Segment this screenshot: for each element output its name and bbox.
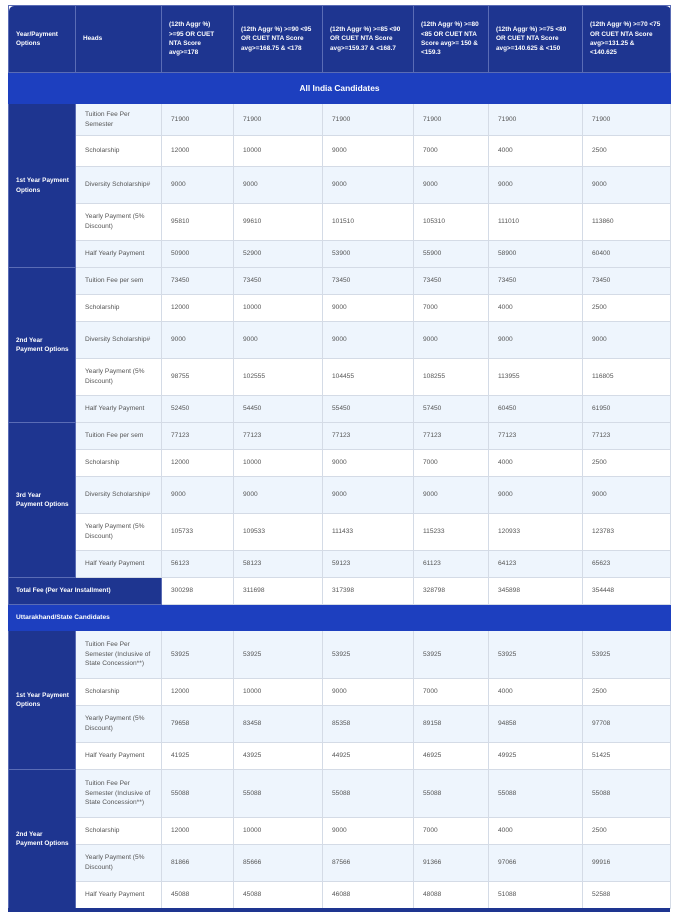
- fee-head-label: Scholarship: [76, 295, 162, 322]
- fee-value-cell: 104455: [323, 359, 414, 396]
- all-india-year-1-label: 1st Year Payment Options: [9, 104, 76, 268]
- fee-value-cell: 98755: [162, 359, 234, 396]
- fee-value-cell: 71900: [583, 104, 671, 136]
- total-fee-value: 311698: [234, 578, 323, 605]
- fee-value-cell: 9000: [162, 167, 234, 204]
- fee-value-cell: 4000: [489, 295, 583, 322]
- fee-value-cell: 115233: [414, 514, 489, 551]
- fee-head-label: Yearly Payment (5% Discount): [76, 204, 162, 241]
- fee-value-cell: 10000: [234, 450, 323, 477]
- fee-value-cell: 111433: [323, 514, 414, 551]
- all-india-section-header-title: All India Candidates: [9, 73, 671, 104]
- table-row: [9, 743, 671, 770]
- fee-value-cell: 61950: [583, 396, 671, 423]
- fee-value-cell: 9000: [414, 322, 489, 359]
- fee-value-cell: 55088: [162, 770, 234, 818]
- fee-value-cell: 55900: [414, 241, 489, 268]
- table-row: [9, 770, 671, 818]
- fee-value-cell: 54450: [234, 396, 323, 423]
- total-fee-value: 354448: [583, 578, 671, 605]
- fee-value-cell: 9000: [323, 477, 414, 514]
- fee-value-cell: 2500: [583, 136, 671, 167]
- fee-head-label: Half Yearly Payment: [76, 882, 162, 909]
- total-fee-value: 317398: [323, 578, 414, 605]
- fee-value-cell: 44925: [323, 743, 414, 770]
- fee-value-cell: 4000: [489, 679, 583, 706]
- total-fee-value: 328798: [414, 578, 489, 605]
- fee-value-cell: 9000: [323, 818, 414, 845]
- fee-value-cell: 85666: [234, 845, 323, 882]
- fee-value-cell: 71900: [323, 104, 414, 136]
- fee-value-cell: 9000: [323, 322, 414, 359]
- fee-value-cell: 12000: [162, 679, 234, 706]
- table-row: [9, 396, 671, 423]
- fee-value-cell: 52900: [234, 241, 323, 268]
- fee-value-cell: 9000: [414, 167, 489, 204]
- fee-value-cell: 105310: [414, 204, 489, 241]
- fee-value-cell: 9000: [162, 322, 234, 359]
- all-india-section-header: [9, 73, 671, 104]
- fee-head-label: Yearly Payment (5% Discount): [76, 514, 162, 551]
- fee-value-cell: 9000: [583, 477, 671, 514]
- total-fee-value: 300298: [162, 578, 234, 605]
- fee-value-cell: 73450: [489, 268, 583, 295]
- table-row: [9, 295, 671, 322]
- table-row: [9, 818, 671, 845]
- fee-head-label: Yearly Payment (5% Discount): [76, 359, 162, 396]
- header-row: [9, 6, 671, 73]
- header-band-75: (12th Aggr %) >=75 <80 OR CUET NTA Score avg>=140.625 & <150: [489, 6, 583, 73]
- fee-value-cell: 53925: [414, 631, 489, 679]
- fee-value-cell: 111010: [489, 204, 583, 241]
- fee-value-cell: 85358: [323, 706, 414, 743]
- table-row: [9, 268, 671, 295]
- fee-value-cell: 60450: [489, 396, 583, 423]
- state-year-1-label: 1st Year Payment Options: [9, 631, 76, 770]
- fee-value-cell: 56123: [162, 551, 234, 578]
- fee-value-cell: 81866: [162, 845, 234, 882]
- fee-head-label: Half Yearly Payment: [76, 241, 162, 268]
- fee-value-cell: 55088: [414, 770, 489, 818]
- table-continuation-strip: [8, 908, 670, 912]
- fee-head-label: Tuition Fee per sem: [76, 268, 162, 295]
- total-fee-value: 345898: [489, 578, 583, 605]
- fee-structure-table: [8, 5, 671, 909]
- fee-value-cell: 97708: [583, 706, 671, 743]
- total-fee-label: Total Fee (Per Year Installment): [9, 578, 162, 605]
- fee-value-cell: 45088: [234, 882, 323, 909]
- fee-table-body: [9, 73, 671, 909]
- fee-value-cell: 41925: [162, 743, 234, 770]
- fee-value-cell: 7000: [414, 818, 489, 845]
- fee-value-cell: 46088: [323, 882, 414, 909]
- fee-value-cell: 77123: [583, 423, 671, 450]
- fee-value-cell: 73450: [583, 268, 671, 295]
- fee-value-cell: 12000: [162, 136, 234, 167]
- fee-value-cell: 9000: [234, 322, 323, 359]
- fee-head-label: Tuition Fee per sem: [76, 423, 162, 450]
- fee-value-cell: 9000: [323, 167, 414, 204]
- fee-value-cell: 77123: [414, 423, 489, 450]
- fee-value-cell: 108255: [414, 359, 489, 396]
- table-row: [9, 204, 671, 241]
- fee-value-cell: 73450: [162, 268, 234, 295]
- fee-value-cell: 51088: [489, 882, 583, 909]
- fee-value-cell: 53900: [323, 241, 414, 268]
- fee-head-label: Scholarship: [76, 679, 162, 706]
- fee-value-cell: 2500: [583, 450, 671, 477]
- fee-value-cell: 99610: [234, 204, 323, 241]
- fee-value-cell: 123783: [583, 514, 671, 551]
- header-band-85: (12th Aggr %) >=85 <90 OR CUET NTA Score avg>=159.37 & <168.7: [323, 6, 414, 73]
- fee-value-cell: 9000: [583, 322, 671, 359]
- fee-value-cell: 77123: [323, 423, 414, 450]
- fee-value-cell: 53925: [583, 631, 671, 679]
- fee-value-cell: 120933: [489, 514, 583, 551]
- fee-value-cell: 9000: [234, 477, 323, 514]
- fee-head-label: Yearly Payment (5% Discount): [76, 706, 162, 743]
- fee-head-label: Half Yearly Payment: [76, 743, 162, 770]
- fee-value-cell: 61123: [414, 551, 489, 578]
- fee-value-cell: 55450: [323, 396, 414, 423]
- fee-head-label: Scholarship: [76, 450, 162, 477]
- fee-value-cell: 12000: [162, 450, 234, 477]
- fee-head-label: Tuition Fee Per Semester (Inclusive of State Concession**): [76, 770, 162, 818]
- table-row: [9, 882, 671, 909]
- fee-value-cell: 7000: [414, 136, 489, 167]
- fee-value-cell: 94858: [489, 706, 583, 743]
- table-row: [9, 477, 671, 514]
- fee-value-cell: 55088: [583, 770, 671, 818]
- fee-value-cell: 53925: [489, 631, 583, 679]
- fee-value-cell: 50900: [162, 241, 234, 268]
- fee-value-cell: 73450: [414, 268, 489, 295]
- state-section-header-title: Uttarakhand/State Candidates: [9, 605, 671, 631]
- fee-value-cell: 2500: [583, 295, 671, 322]
- fee-value-cell: 73450: [323, 268, 414, 295]
- fee-value-cell: 9000: [323, 679, 414, 706]
- fee-value-cell: 53925: [323, 631, 414, 679]
- fee-value-cell: 71900: [489, 104, 583, 136]
- fee-value-cell: 55088: [323, 770, 414, 818]
- fee-value-cell: 113860: [583, 204, 671, 241]
- table-row: [9, 514, 671, 551]
- fee-value-cell: 113955: [489, 359, 583, 396]
- header-band-80: (12th Aggr %) >=80 <85 OR CUET NTA Score avg>= 150 & <159.3: [414, 6, 489, 73]
- fee-head-label: Half Yearly Payment: [76, 551, 162, 578]
- fee-value-cell: 9000: [323, 136, 414, 167]
- table-row: [9, 359, 671, 396]
- fee-value-cell: 45088: [162, 882, 234, 909]
- fee-value-cell: 55088: [489, 770, 583, 818]
- fee-value-cell: 2500: [583, 679, 671, 706]
- fee-value-cell: 7000: [414, 679, 489, 706]
- fee-value-cell: 9000: [414, 477, 489, 514]
- fee-value-cell: 77123: [162, 423, 234, 450]
- fee-head-label: Tuition Fee Per Semester (Inclusive of State Concession**): [76, 631, 162, 679]
- fee-value-cell: 87566: [323, 845, 414, 882]
- fee-value-cell: 9000: [489, 477, 583, 514]
- fee-value-cell: 4000: [489, 818, 583, 845]
- fee-value-cell: 2500: [583, 818, 671, 845]
- fee-value-cell: 64123: [489, 551, 583, 578]
- fee-value-cell: 12000: [162, 818, 234, 845]
- fee-value-cell: 9000: [323, 450, 414, 477]
- header-band-95: (12th Aggr %) >=95 OR CUET NTA Score avg>=178: [162, 6, 234, 73]
- fee-value-cell: 10000: [234, 679, 323, 706]
- fee-value-cell: 60400: [583, 241, 671, 268]
- fee-value-cell: 43925: [234, 743, 323, 770]
- table-row: [9, 631, 671, 679]
- fee-value-cell: 55088: [234, 770, 323, 818]
- fee-value-cell: 10000: [234, 295, 323, 322]
- fee-value-cell: 9000: [323, 295, 414, 322]
- fee-value-cell: 105733: [162, 514, 234, 551]
- table-row: [9, 241, 671, 268]
- fee-value-cell: 52450: [162, 396, 234, 423]
- fee-value-cell: 7000: [414, 295, 489, 322]
- fee-value-cell: 77123: [489, 423, 583, 450]
- table-row: [9, 423, 671, 450]
- fee-value-cell: 10000: [234, 818, 323, 845]
- fee-value-cell: 9000: [583, 167, 671, 204]
- fee-value-cell: 89158: [414, 706, 489, 743]
- fee-value-cell: 71900: [234, 104, 323, 136]
- fee-value-cell: 109533: [234, 514, 323, 551]
- header-band-70: (12th Aggr %) >=70 <75 OR CUET NTA Score avg>=131.25 & <140.625: [583, 6, 671, 73]
- fee-structure-container: [8, 5, 670, 909]
- table-row: [9, 679, 671, 706]
- fee-value-cell: 57450: [414, 396, 489, 423]
- fee-head-label: Diversity Scholarship#: [76, 167, 162, 204]
- fee-head-label: Scholarship: [76, 136, 162, 167]
- table-row: [9, 167, 671, 204]
- header-year-payment-options: Year/Payment Options: [9, 6, 76, 73]
- fee-value-cell: 99916: [583, 845, 671, 882]
- fee-value-cell: 9000: [162, 477, 234, 514]
- fee-value-cell: 9000: [489, 167, 583, 204]
- fee-value-cell: 91366: [414, 845, 489, 882]
- fee-value-cell: 49925: [489, 743, 583, 770]
- state-section-header: [9, 605, 671, 631]
- all-india-year-2-label: 2nd Year Payment Options: [9, 268, 76, 423]
- fee-head-label: Scholarship: [76, 818, 162, 845]
- fee-value-cell: 58123: [234, 551, 323, 578]
- state-year-2-label: 2nd Year Payment Options: [9, 770, 76, 909]
- fee-head-label: Half Yearly Payment: [76, 396, 162, 423]
- table-row: [9, 706, 671, 743]
- fee-value-cell: 9000: [234, 167, 323, 204]
- fee-value-cell: 65623: [583, 551, 671, 578]
- fee-head-label: Diversity Scholarship#: [76, 477, 162, 514]
- fee-value-cell: 12000: [162, 295, 234, 322]
- total-fee-row: [9, 578, 671, 605]
- fee-head-label: Diversity Scholarship#: [76, 322, 162, 359]
- header-band-90: (12th Aggr %) >=90 <95 OR CUET NTA Score avg>=168.75 & <178: [234, 6, 323, 73]
- fee-value-cell: 7000: [414, 450, 489, 477]
- fee-value-cell: 97066: [489, 845, 583, 882]
- table-row: [9, 450, 671, 477]
- fee-value-cell: 59123: [323, 551, 414, 578]
- fee-head-label: Tuition Fee Per Semester: [76, 104, 162, 136]
- table-row: [9, 104, 671, 136]
- fee-value-cell: 71900: [414, 104, 489, 136]
- table-row: [9, 845, 671, 882]
- fee-head-label: Yearly Payment (5% Discount): [76, 845, 162, 882]
- fee-value-cell: 51425: [583, 743, 671, 770]
- fee-value-cell: 58900: [489, 241, 583, 268]
- fee-value-cell: 116805: [583, 359, 671, 396]
- fee-value-cell: 83458: [234, 706, 323, 743]
- table-row: [9, 136, 671, 167]
- fee-value-cell: 48088: [414, 882, 489, 909]
- table-row: [9, 322, 671, 359]
- fee-value-cell: 4000: [489, 136, 583, 167]
- all-india-year-3-label: 3rd Year Payment Options: [9, 423, 76, 578]
- fee-value-cell: 71900: [162, 104, 234, 136]
- fee-value-cell: 73450: [234, 268, 323, 295]
- table-row: [9, 551, 671, 578]
- fee-value-cell: 4000: [489, 450, 583, 477]
- fee-value-cell: 53925: [162, 631, 234, 679]
- fee-value-cell: 77123: [234, 423, 323, 450]
- header-heads: Heads: [76, 6, 162, 73]
- fee-value-cell: 101510: [323, 204, 414, 241]
- fee-value-cell: 79658: [162, 706, 234, 743]
- fee-value-cell: 52588: [583, 882, 671, 909]
- fee-value-cell: 95810: [162, 204, 234, 241]
- fee-value-cell: 102555: [234, 359, 323, 396]
- fee-value-cell: 53925: [234, 631, 323, 679]
- fee-value-cell: 10000: [234, 136, 323, 167]
- fee-value-cell: 46925: [414, 743, 489, 770]
- fee-value-cell: 9000: [489, 322, 583, 359]
